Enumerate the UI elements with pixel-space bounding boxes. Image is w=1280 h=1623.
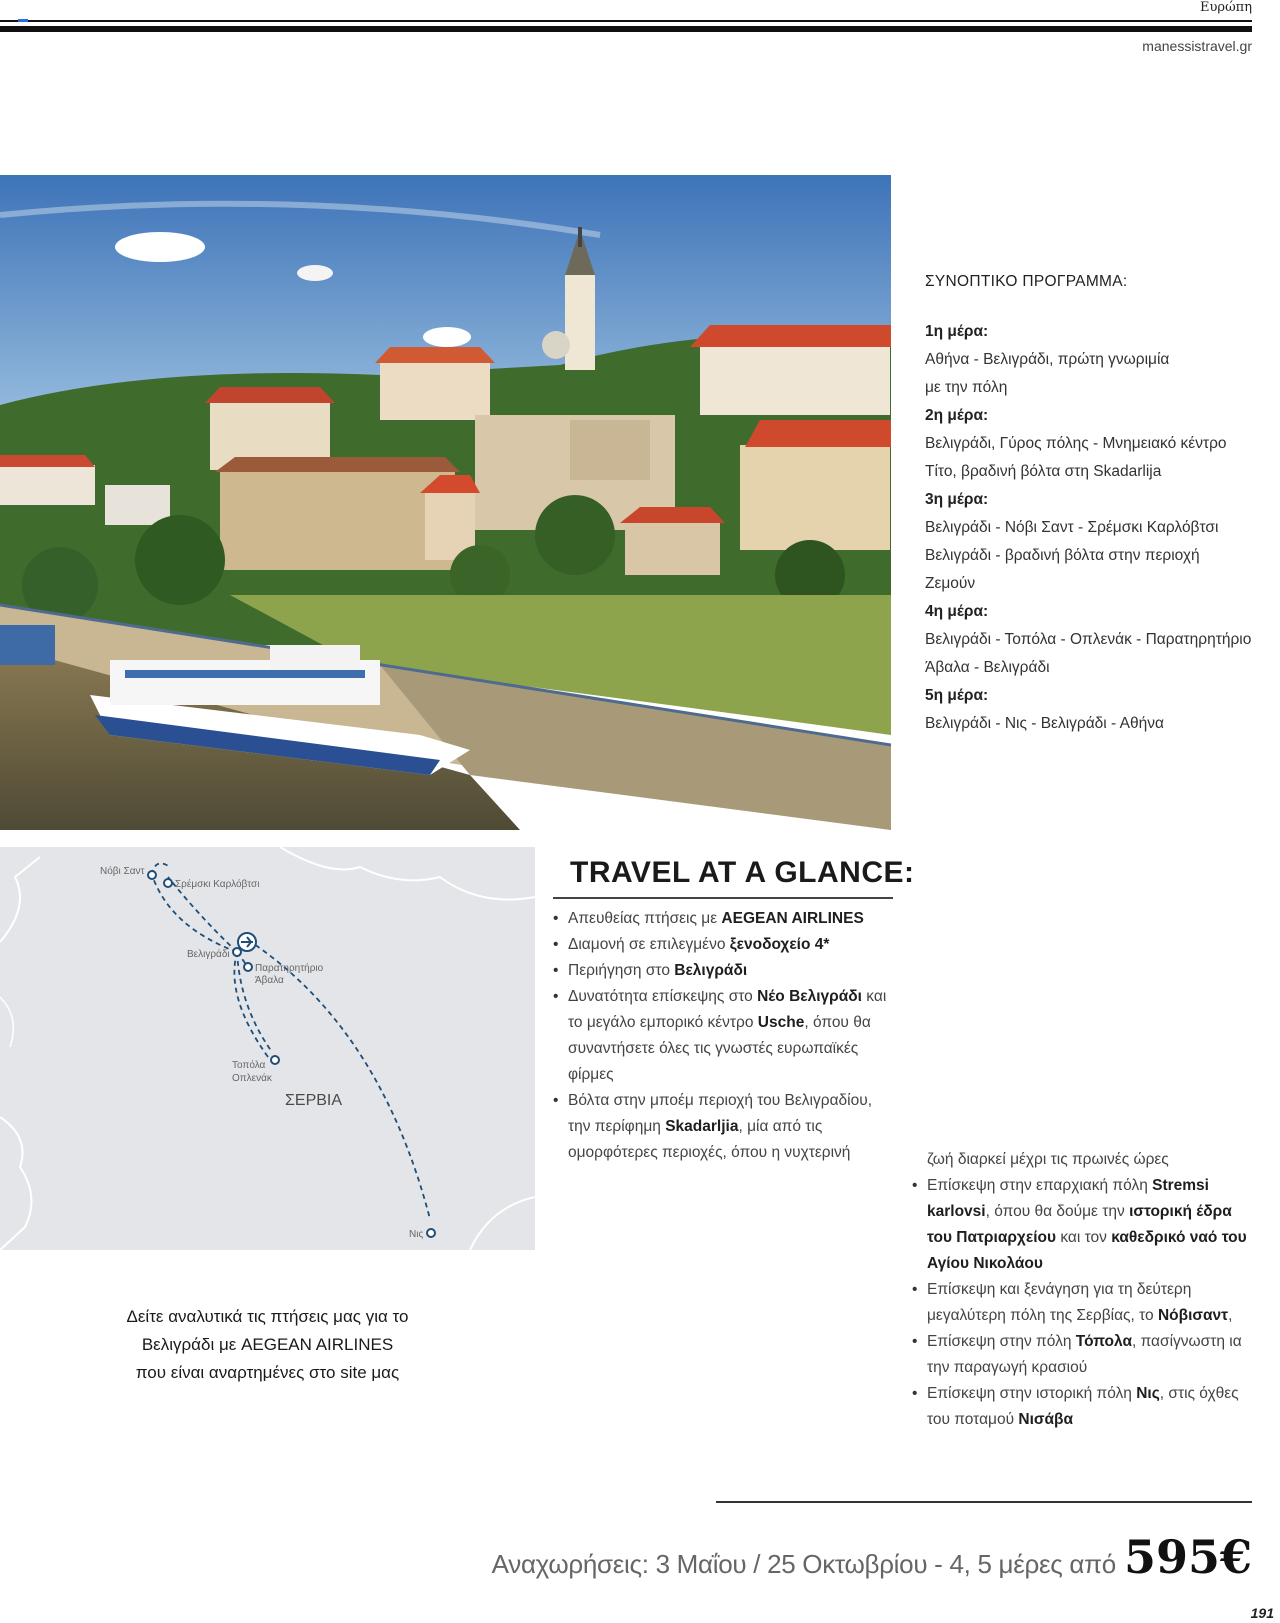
site-url[interactable]: manessistravel.gr [1142,38,1252,54]
section-label: Ευρώπη [1200,0,1252,15]
header-marker [18,19,28,22]
glance-item: • Διαμονή σε επιλεγμένο ξενοδοχείο 4* [553,932,898,958]
program-summary [925,268,1265,738]
header-rule-thick [0,26,1252,32]
flights-note-line: που είναι αναρτημένες στο site μας [135,1363,400,1382]
glance-title-rule [553,897,893,899]
price: 595€ [1123,1530,1252,1584]
glance-item: • Επίσκεψη στην ιστορική πόλη Νις, στις όχθες του ποταμού Νισάβα [912,1381,1257,1433]
map-label-novi-sad: Νόβι Σαντ [100,866,145,877]
flights-note-line: Δείτε αναλυτικά τις πτήσεις μας για το [126,1307,409,1326]
glance-continuation: ζωή διαρκεί μέχρι τις πρωινές ώρες [927,1151,1169,1168]
day-2-line: Βελιγράδι, Γύρος πόλης - Μνημειακό κέντρο [925,435,1227,452]
map-label-avala-2: Άβαλα [255,975,284,986]
glance-item: • Επίσκεψη και ξενάγηση για τη δεύτερη μεγαλύτερη πόλη της Σερβίας, το Νόβισαντ, [912,1277,1257,1329]
day-4-line: Βελιγράδι - Τοπόλα - Οπλενάκ - Παρατηρητήριο [925,631,1252,648]
day-4-label: 4η μέρα: [925,603,989,620]
route-map [0,847,535,1250]
day-2-line: Τίτο, βραδινή βόλτα στη Skadarlija [925,463,1162,480]
belgrade-riverfront-photo [0,175,891,830]
day-5 [925,682,1265,738]
flights-note-line: Βελιγράδι με AEGEAN AIRLINES [141,1335,394,1354]
map-label-nis: Νις [409,1229,424,1240]
glance-item: • Βόλτα στην μποέμ περιοχή του Βελιγραδίου, την περίφημη Skadarljia, μία από τις ομορφότερες περιοχές, όπου η νυχτερινή [553,1088,898,1166]
map-label-belgrade: Βελιγράδι [187,949,230,960]
glance-list-col1 [553,906,898,1166]
departures-text: Αναχωρήσεις: 3 Μαΐου / 25 Οκτωβρίου - 4, 5 μέρες από [491,1549,1116,1579]
glance-list-col2 [912,1147,1257,1433]
glance-item: • Περιήγηση στο Βελιγράδι [553,958,898,984]
program-title: ΣΥΝΟΠΤΙΚΟ ΠΡΟΓΡΑΜΜΑ: [925,273,1128,290]
day-1-line: με την πόλη [925,379,1008,396]
day-1-label: 1η μέρα: [925,323,989,340]
flights-note [80,1303,455,1387]
day-2-label: 2η μέρα: [925,407,989,424]
day-1-line: Αθήνα - Βελιγράδι, πρώτη γνωριμία [925,351,1170,368]
map-label-topola-1: Τοπόλα [232,1060,266,1071]
day-3-line: Βελιγράδι - Νόβι Σαντ - Σρέμσκι Καρλόβτσι [925,519,1219,536]
footer-rule [716,1501,1252,1503]
day-2 [925,402,1265,486]
day-5-label: 5η μέρα: [925,687,989,704]
glance-item: • Απευθείας πτήσεις με AEGEAN AIRLINES [553,906,898,932]
map-label-topola-2: Οπλενάκ [232,1073,272,1084]
glance-item: • Επίσκεψη στην πόλη Τόπολα, πασίγνωστη ια την παραγωγή κρασιού [912,1329,1257,1381]
day-4 [925,598,1265,682]
map-label-sremski: Σρέμσκι Καρλόβτσι [175,879,260,890]
day-3-label: 3η μέρα: [925,491,989,508]
day-3-line: Βελιγράδι - βραδινή βόλτα στην περιοχή [925,547,1200,564]
departures-line [492,1530,1252,1584]
page-number: 191 [1250,1605,1274,1621]
glance-item: • Επίσκεψη στην επαρχιακή πόλη Stremsi karlovsi, όπου θα δούμε την ιστορική έδρα του Πατριαρχείου και τον καθεδρικό ναό του Αγίου Νικολάου [912,1173,1257,1277]
day-3 [925,486,1265,598]
day-5-line: Βελιγράδι - Νις - Βελιγράδι - Αθήνα [925,715,1164,732]
map-label-avala-1: Παρατηρητήριο [255,963,324,974]
map-country-label: ΣΕΡΒΙΑ [285,1092,343,1109]
header-rule-thin [0,20,1252,22]
day-1 [925,318,1265,402]
glance-item: • Δυνατότητα επίσκεψης στο Νέο Βελιγράδι και το μεγάλο εμπορικό κέντρο Usche, όπου θα συναντήσετε όλες τις γνωστές ευρωπαϊκές φίρμες [553,984,898,1088]
day-3-line: Ζεμούν [925,575,976,592]
travel-at-a-glance-title: TRAVEL AT A GLANCE: [570,856,915,889]
day-4-line: Άβαλα - Βελιγράδι [925,659,1050,676]
